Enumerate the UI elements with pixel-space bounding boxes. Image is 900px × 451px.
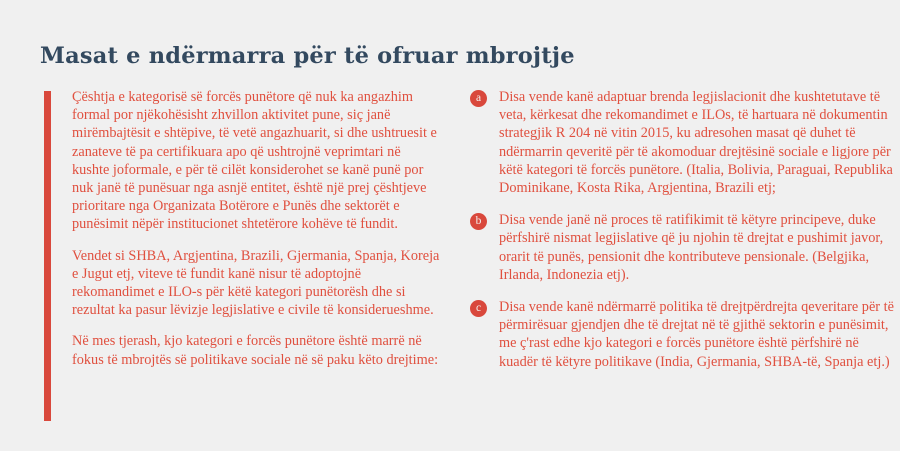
bullet-marker-c: c — [470, 300, 487, 317]
left-column — [0, 88, 455, 369]
list-item — [463, 88, 894, 197]
accent-bar — [44, 91, 51, 421]
left-paragraph-1: Çështja e kategorisë së forcës punëtore që nuk ka angazhim formal por njëkohësisht zhvillon aktivitet pune, siç janë mirëmbajtësit e shtëpive, të vetë angazhuarit, si dhe ushtruesit e zanateve të pa certifikuara apo që ushtrojnë veprimtari në kushte joformale, e për të cilët konsiderohet se kanë punë por nuk janë të punësuar nga asnjë entitet, është një prej çështjeve prioritare nga Organizata Botërore e Punës dhe sektorët e punësimit nëpër institucionet shtetërore kohëve të fundit. — [72, 89, 437, 233]
list-item — [463, 211, 894, 284]
content-columns — [0, 88, 900, 371]
bullet-marker-a: a — [470, 90, 487, 107]
list-item — [463, 298, 894, 371]
left-paragraph-3: Në mes tjerash, kjo kategori e forcës punëtore është marrë në fokus të mbrojtës së politikave sociale në së paku këto drejtime: — [72, 333, 439, 368]
bullet-text-c: Disa vende kanë ndërmarrë politika të drejtpërdrejta qeveritare për të përmirësuar gjendjen dhe të drejtat në të gjithë sektorin e punësimit, me ç'rast edhe kjo kategori e forcës punëtore është përfshirë në kuadër të këtyre politikave (India, Gjermania, SHBA-të, Spanja etj.) — [499, 299, 894, 370]
left-paragraph-2: Vendet si SHBA, Argjentina, Brazili, Gjermania, Spanja, Koreja e Jugut etj, viteve të fundit kanë nisur të adoptojnë rekomandimet e ILO-s për këtë kategori punëtorësh dhe si rezultat ka pasur lëvizje legjislative e civile të konsiderueshme. — [72, 247, 440, 319]
page-title: Masat e ndërmarra për të ofruar mbrojtje — [40, 43, 575, 70]
right-column — [455, 88, 900, 371]
bullet-text-b: Disa vende janë në proces të ratifikimit të këtyre principeve, duke përfshirë nismat legjislative që ju njohin të drejtat e pushimit javor, orarit të punës, pensionit dhe kontributeve pensionale. (Belgjika, Irlanda, Indonezia etj). — [499, 212, 884, 283]
bullet-marker-b: b — [470, 213, 487, 230]
bullet-text-a: Disa vende kanë adaptuar brenda legjislacionit dhe kushtetutave të veta, kërkesat dhe rekomandimet e ILOs, të hartuara në dokumentin strategjik R 204 në vitin 2015, ku adresohen masat që duhet të ndërmarrin qeveritë për të akomoduar drejtësinë sociale e ligjore për këtë kategori të forcës punëtore. (Italia, Bolivia, Paraguai, Republika Dominikane, Kosta Rika, Argjentina, Brazili etj; — [499, 89, 893, 197]
